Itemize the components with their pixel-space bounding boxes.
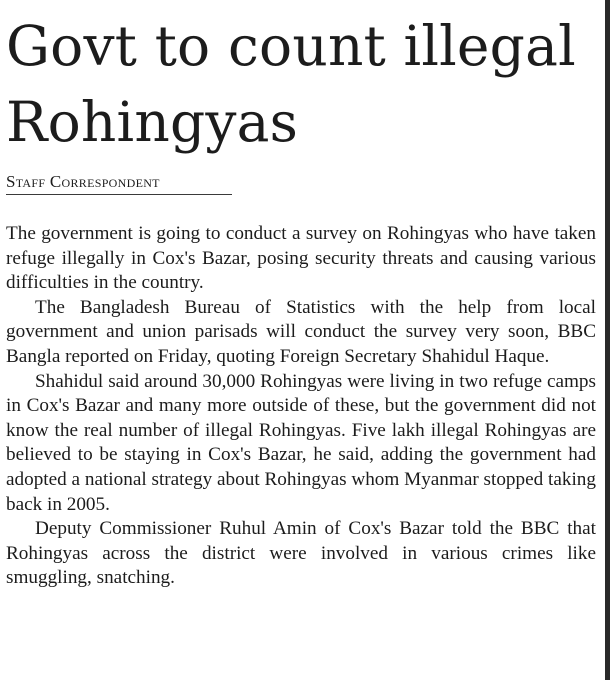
paragraph: Shahidul said around 30,000 Rohingyas were living in two refuge camps in Cox's Bazar and many more outside of these, but the government did not know the real number of illegal Rohingyas. Five lakh illegal Rohingyas are believed to be staying in Cox's Bazar, he said, adding the government had adopted a national strategy about Rohingyas whom Myanmar stopped taking back in 2005. (6, 370, 596, 515)
paragraph: The Bangladesh Bureau of Statistics with the help from local government and union parisads will conduct the survey very soon, BBC Bangla reported on Friday, quoting Foreign Secretary Shahidul Haque. (6, 296, 596, 367)
byline: Staff Correspondent (6, 172, 160, 191)
article-body (6, 222, 596, 591)
byline-underline (6, 194, 232, 195)
paragraph: The government is going to conduct a survey on Rohingyas who have taken refuge illegally in Cox's Bazar, posing security threats and causing various difficulties in the country. (6, 223, 596, 294)
column-divider (605, 0, 610, 680)
paragraph: Deputy Commissioner Ruhul Amin of Cox's Bazar told the BBC that Rohingyas across the district were involved in various crimes like smuggling, snatching. (6, 518, 596, 589)
headline: Govt to count illegal Rohingyas (6, 14, 576, 154)
